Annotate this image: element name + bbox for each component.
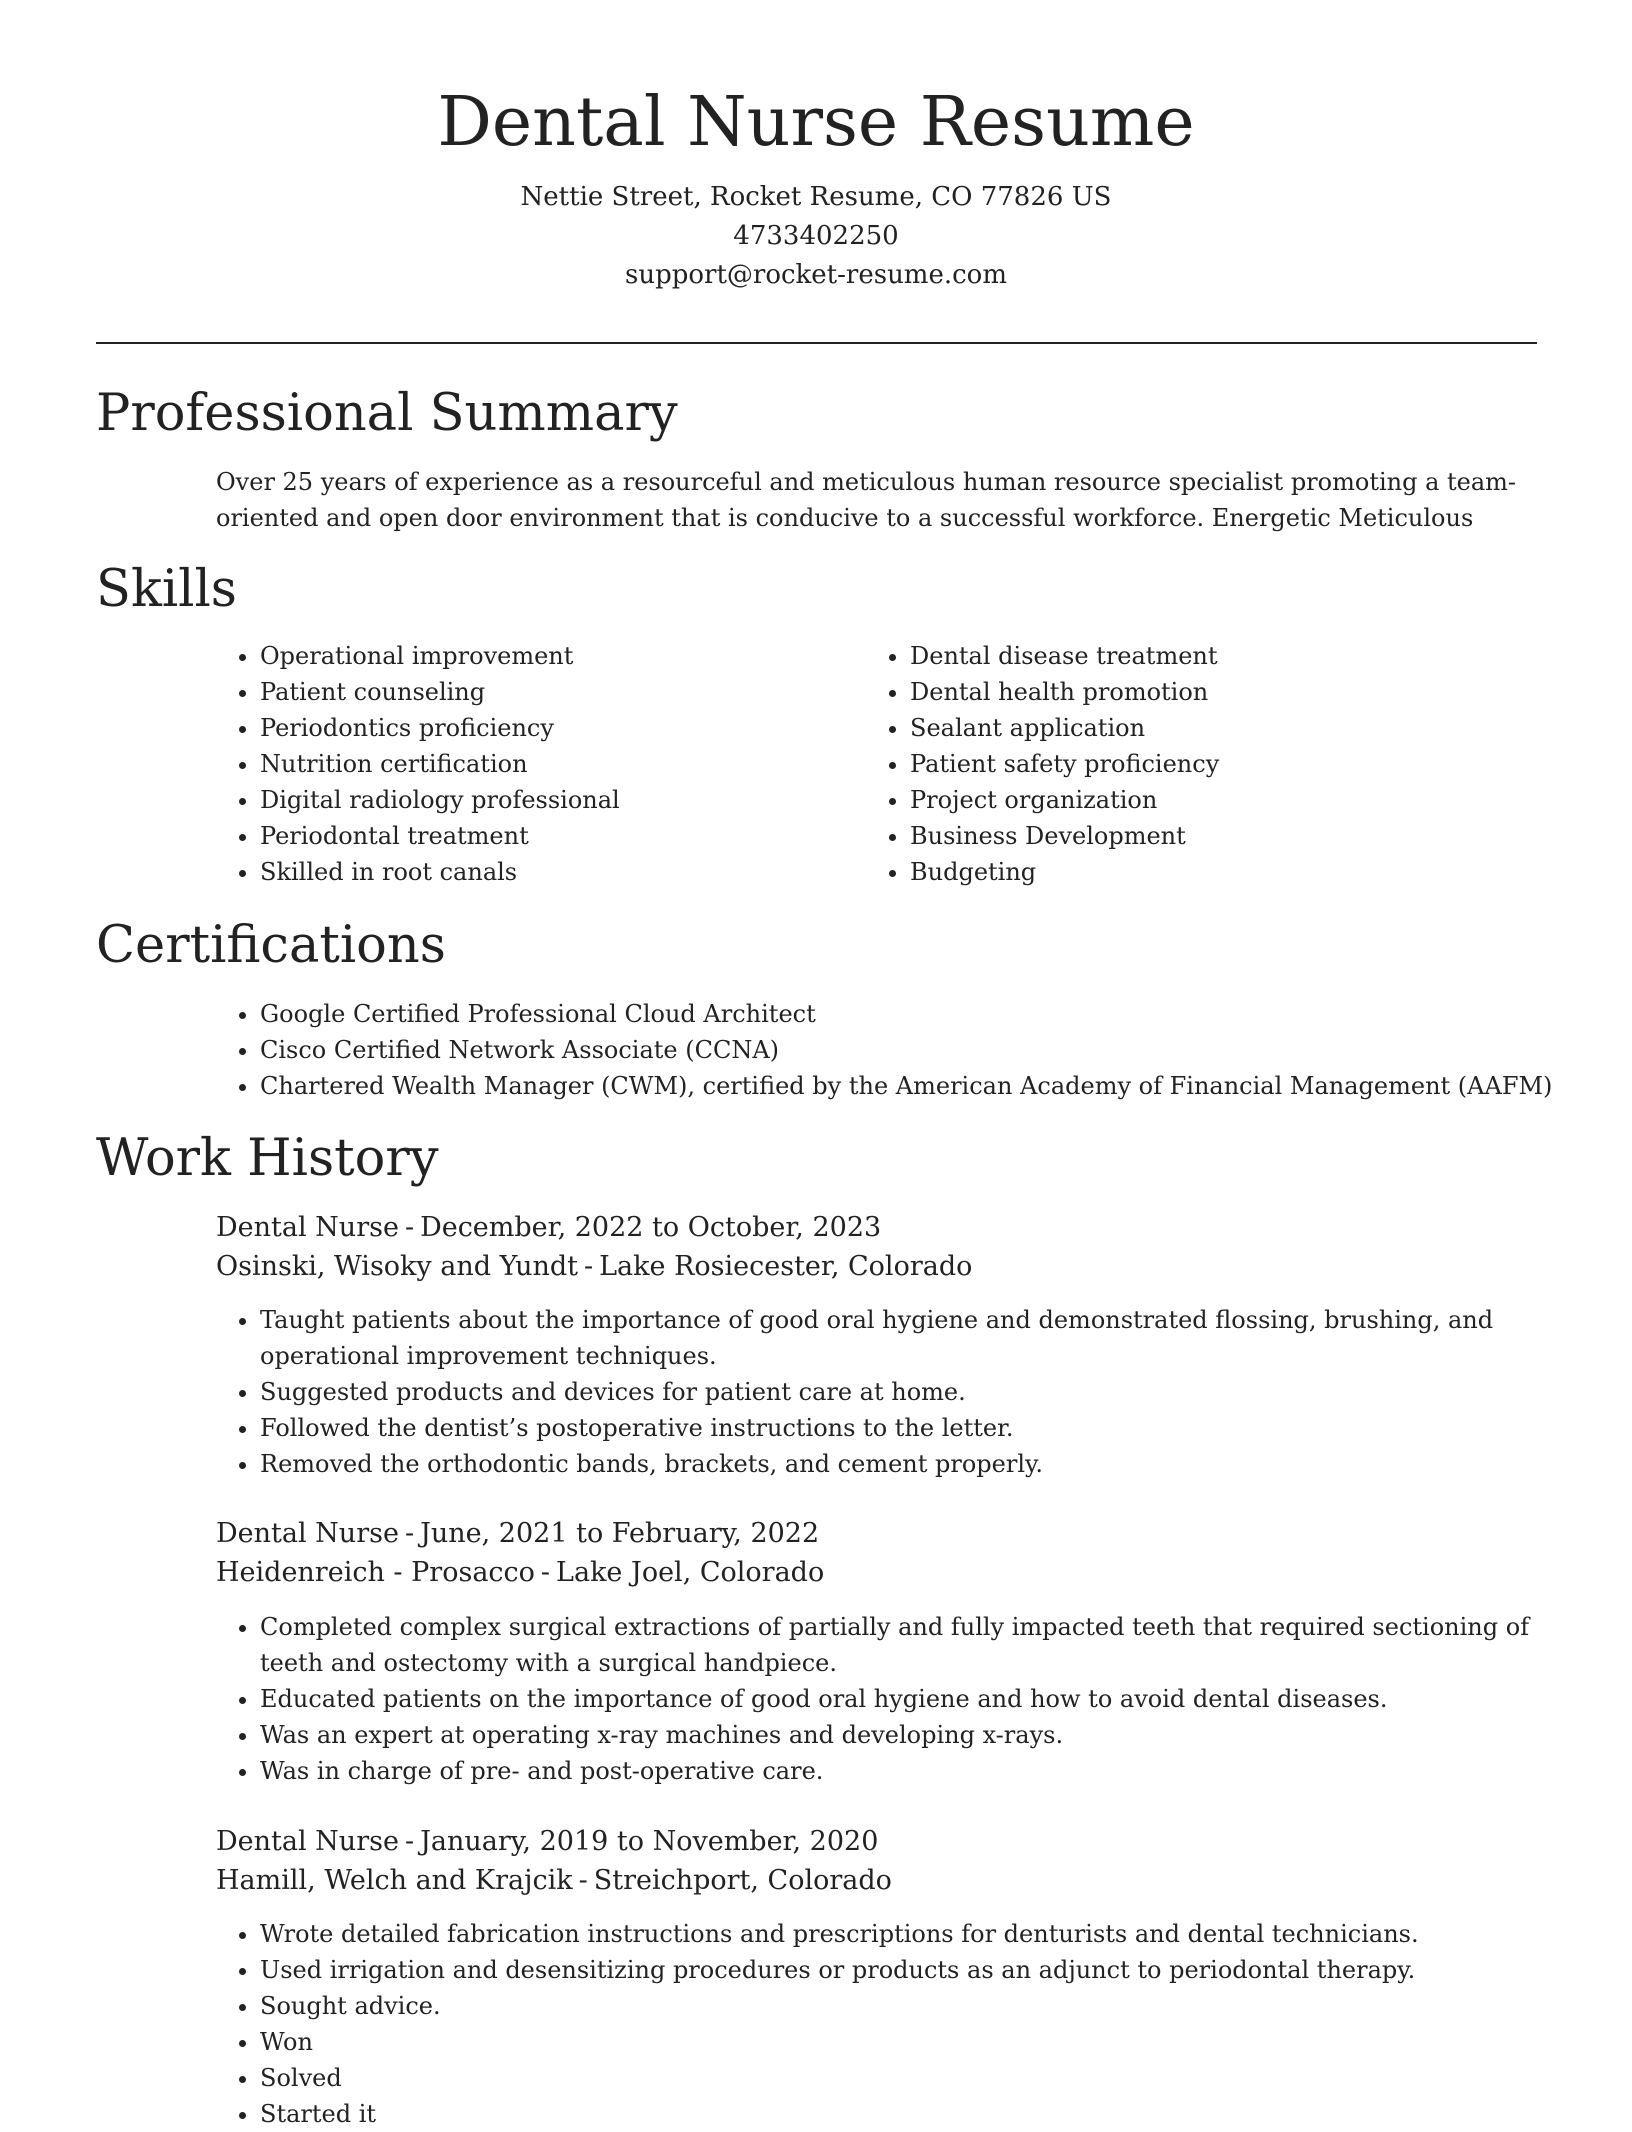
job-duties-list <box>216 1609 1560 1789</box>
job-duties-list <box>216 1916 1560 2132</box>
job-duty-item: • Started it <box>260 2096 1560 2132</box>
job-duty-item: • Completed complex surgical extractions of partially and fully impacted teeth that required sectioning of teeth and ostectomy with a surgical handpiece. <box>260 1609 1560 1681</box>
skill-item: • Project organization <box>910 782 1550 818</box>
certification-item: • Google Certified Professional Cloud Architect <box>260 996 1600 1032</box>
contact-info <box>0 178 1632 295</box>
job-duty-item: • Sought advice. <box>260 1988 1560 2024</box>
separator: - <box>404 1518 415 1549</box>
skills-heading: Skills <box>96 560 237 619</box>
resume-title: Dental Nurse Resume <box>437 83 1195 162</box>
header-divider <box>96 342 1537 344</box>
job-duty-item: • Wrote detailed fabrication instructions and prescriptions for denturists and dental technicians. <box>260 1916 1560 1952</box>
job-entry <box>216 1208 1516 1286</box>
job-employer-line <box>216 1247 1516 1286</box>
certification-item: • Chartered Wealth Manager (CWM), certified by the American Academy of Financial Management (AAFM) <box>260 1068 1600 1104</box>
job-title-line <box>216 1208 1516 1247</box>
job-duty-item: • Was an expert at operating x-ray machines and developing x-rays. <box>260 1717 1560 1753</box>
certifications-list <box>216 996 1600 1104</box>
job-duty-item: • Followed the dentist’s postoperative instructions to the letter. <box>260 1410 1560 1446</box>
skill-item: • Patient safety proficiency <box>910 746 1550 782</box>
job-title-line <box>216 1514 1516 1553</box>
resume-header <box>0 0 1632 295</box>
skill-item: • Sealant application <box>910 710 1550 746</box>
skill-item: • Budgeting <box>910 854 1550 890</box>
skill-item: • Periodontal treatment <box>260 818 860 854</box>
job-duties-list <box>216 1302 1560 1482</box>
certifications-heading: Certifications <box>96 916 446 975</box>
job-duty-item: • Taught patients about the importance of good oral hygiene and demonstrated flossing, brushing, and operational improvement techniques. <box>260 1302 1560 1374</box>
job-employer: Hamill, Welch and Krajcik <box>216 1865 573 1896</box>
contact-phone: 4733402250 <box>733 220 899 251</box>
contact-address: Nettie Street, Rocket Resume, CO 77826 US <box>520 181 1112 212</box>
skill-item: • Patient counseling <box>260 674 860 710</box>
job-dates: June, 2021 to February, 2022 <box>420 1518 820 1549</box>
job-entry <box>216 1514 1516 1592</box>
separator: - <box>584 1251 594 1282</box>
separator: - <box>404 1212 415 1243</box>
job-entry <box>216 1822 1516 1900</box>
job-dates: January, 2019 to November, 2020 <box>420 1826 879 1857</box>
job-employer: Heidenreich - Prosacco <box>216 1557 535 1588</box>
job-role: Dental Nurse <box>216 1826 399 1857</box>
summary-heading: Professional Summary <box>96 384 678 443</box>
job-duty-item: • Solved <box>260 2060 1560 2096</box>
skill-item: • Digital radiology professional <box>260 782 860 818</box>
job-role: Dental Nurse <box>216 1518 399 1549</box>
skill-item: • Skilled in root canals <box>260 854 860 890</box>
job-duty-item: • Suggested products and devices for patient care at home. <box>260 1374 1560 1410</box>
job-duty-item: • Educated patients on the importance of good oral hygiene and how to avoid dental diseases. <box>260 1681 1560 1717</box>
skill-item: • Dental health promotion <box>910 674 1550 710</box>
job-employer-line <box>216 1861 1516 1900</box>
job-dates: December, 2022 to October, 2023 <box>420 1212 882 1243</box>
job-duty-item: • Used irrigation and desensitizing procedures or products as an adjunct to periodontal therapy. <box>260 1952 1560 1988</box>
separator: - <box>404 1826 415 1857</box>
job-title-line <box>216 1822 1516 1861</box>
job-duty-item: • Won <box>260 2024 1560 2060</box>
certification-item: • Cisco Certified Network Associate (CCNA) <box>260 1032 1600 1068</box>
job-employer: Osinski, Wisoky and Yundt <box>216 1251 578 1282</box>
summary-text: Over 25 years of experience as a resourceful and meticulous human resource specialist promoting a team-oriented and open door environment that is conducive to a successful workforce. Energetic Meticulous <box>216 468 1517 532</box>
skill-item: • Business Development <box>910 818 1550 854</box>
work-history-heading: Work History <box>96 1129 439 1188</box>
job-location: Lake Joel, Colorado <box>556 1557 825 1588</box>
skills-list-left <box>216 638 860 890</box>
job-duty-item: • Was in charge of pre- and post-operative care. <box>260 1753 1560 1789</box>
skill-item: • Dental disease treatment <box>910 638 1550 674</box>
skill-item: • Nutrition certification <box>260 746 860 782</box>
contact-email: support@rocket-resume.com <box>624 259 1007 290</box>
job-location: Lake Rosiecester, Colorado <box>599 1251 973 1282</box>
separator: - <box>540 1557 551 1588</box>
job-duty-item: • Removed the orthodontic bands, brackets, and cement properly. <box>260 1446 1560 1482</box>
job-role: Dental Nurse <box>216 1212 399 1243</box>
skills-list-right <box>866 638 1550 890</box>
job-employer-line <box>216 1553 1516 1592</box>
skill-item: • Operational improvement <box>260 638 860 674</box>
job-location: Streichport, Colorado <box>593 1865 892 1896</box>
separator: - <box>578 1865 588 1896</box>
skill-item: • Periodontics proficiency <box>260 710 860 746</box>
